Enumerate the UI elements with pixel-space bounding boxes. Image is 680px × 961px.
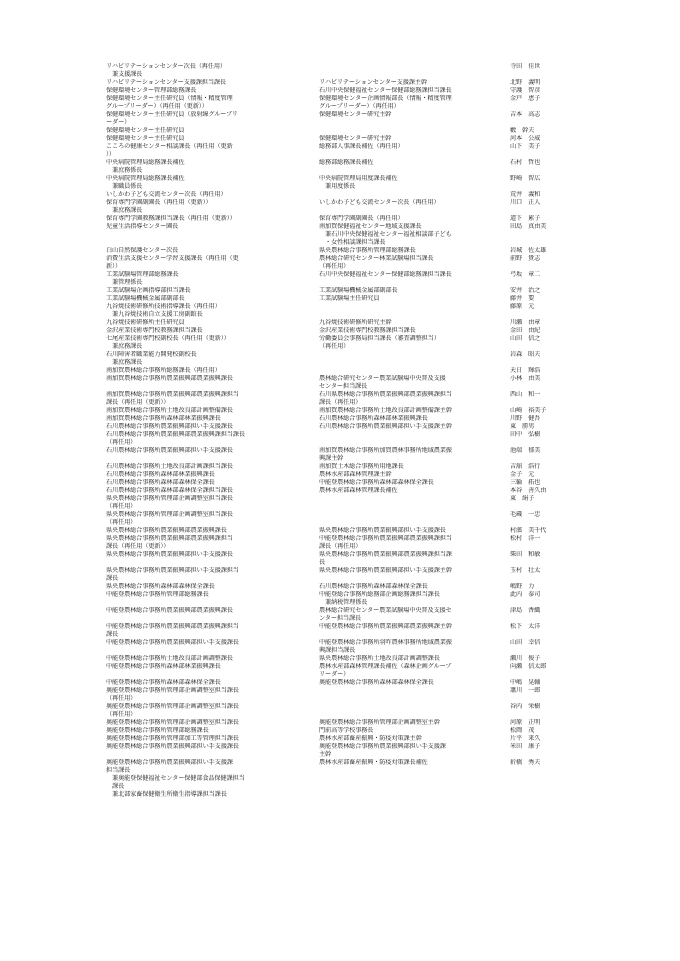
former-position: 中央病院管理局総務課長補佐 兼職員係長 (106, 175, 185, 190)
former-position: 中能登農林総合事務所農業振興部農業振興課長 (106, 607, 233, 614)
new-position: 農林水産部森林管理課長補佐（森林企画グループ リーダー） (319, 663, 452, 678)
person-name: 小林 由美 (510, 375, 541, 382)
table-row (106, 583, 576, 591)
table-row (106, 199, 576, 215)
former-position: 保健環境センター管理部総務課長 (106, 87, 197, 94)
table-row (106, 463, 576, 471)
person-name: 川瀬 由章 (510, 319, 541, 326)
person-name: 川野 健吾 (510, 415, 541, 422)
table-row (106, 79, 576, 87)
table-row (106, 247, 576, 255)
new-position (318, 431, 508, 447)
table-row (106, 335, 576, 351)
new-position: 総務部人事課長補佐（再任用） (319, 143, 404, 150)
former-position: 九谷焼技術研修所技術指導課長（再任用） 兼九谷焼技術自立支援工房副館長 (106, 303, 221, 318)
table-row (106, 303, 576, 319)
former-position: 奥能登農林総合事務所農業振興部担い手支援課長 (106, 743, 239, 750)
person-name: 本谷 善久由 (510, 487, 547, 494)
person-name: 田島 真由美 (510, 223, 547, 230)
new-position: 中能登農林総合事務所農業振興部農業振興課主幹 (319, 623, 452, 630)
former-position: リハビリテーションセンター支援課担当課長 (106, 79, 226, 86)
former-position: 中能登農林総合事務所土地改良部計画調整課長 (106, 655, 233, 662)
former-position: 県央農林総合事務所農業振興部農業振興課担当 課長（再任用（更新）） (106, 535, 233, 550)
person-name: 藪 幹夫 (510, 127, 535, 134)
former-position: 九谷焼技術研修所主任研究員 (106, 319, 185, 326)
new-position: リハビリテーションセンター支援課主幹 (319, 79, 427, 86)
person-name: 蕭川 一郎 (510, 687, 541, 694)
table-row (106, 327, 576, 335)
person-name: 池端 郁美 (510, 447, 541, 454)
person-name: 藤原 元 (510, 303, 535, 310)
person-name: 金子 元 (510, 471, 535, 478)
table-row (106, 127, 576, 135)
table-row (106, 271, 576, 287)
table-row (106, 351, 576, 367)
new-position: 農林水産部畜産振興・防疫対策課主幹 (319, 735, 422, 742)
new-position: 保育専門学園副園長（再任用） (319, 215, 404, 222)
former-position: 保育専門学園教務課担当課長（再任用（更新）） (106, 215, 236, 222)
person-name: 岩城 佐太雄 (510, 247, 547, 254)
former-position: 石川農林総合事務所農業振興部農業振興課担当課長 （再任用） (106, 431, 245, 446)
former-position: 中能登農林総合事務所森林部林業振興課長 (106, 663, 221, 670)
person-name: 松岡 茂 (510, 727, 535, 734)
former-position: 保健環境センター主任研究員 (106, 135, 185, 142)
new-position (318, 127, 508, 135)
former-position: 奥能登農林総合事務所管理部加工等管理担当課長 (106, 735, 239, 742)
person-name: 松村 洋一 (510, 535, 541, 542)
former-position: 石川農林総合事務所農業振興部担い手支援課長 (106, 423, 233, 430)
person-name: 三輪 拓也 (510, 479, 541, 486)
person-name: 此内 泰司 (510, 591, 541, 598)
table-row (106, 407, 576, 415)
table-row (106, 431, 576, 447)
person-name: 藤井 要 (510, 295, 535, 302)
new-position: 農林水産部畜産振興・防疫対策課長補佐 (319, 759, 428, 766)
person-name: 津島 香織 (510, 607, 541, 614)
person-name: 岩森 昭夫 (510, 351, 541, 358)
new-position: 九谷焼技術研修所研究主幹 (319, 319, 392, 326)
former-position: リハビリテーションセンター次長（再任用） 兼支援課長 (106, 63, 226, 78)
new-position: 中能登総合事務所総務部企画総務課担当課長 兼納税管理係長 (319, 591, 440, 606)
former-position: 消費生活支援センター学習支援課長（再任用（更 新）） (106, 255, 239, 270)
former-position: 南加賀農林総合事務所土地改良部計画整備課長 (106, 407, 233, 414)
person-name: 川口 正人 (510, 199, 541, 206)
table-row (106, 191, 576, 199)
person-name: 道下 累子 (510, 215, 541, 222)
person-name: 安井 治之 (510, 287, 541, 294)
new-position (318, 191, 508, 199)
new-position: 門前高等学校事務長 (319, 727, 374, 734)
former-position: 工業試験場機械金属部副部長 (106, 295, 185, 302)
new-position: 農林総合研究センター農業試験場中央普及支援セ ンター担当課長 (319, 607, 452, 622)
new-position: 中央病院管理局用度課長補佐 兼用度係長 (319, 175, 398, 190)
new-position (318, 687, 508, 703)
new-position: 南加賀保健福祉センター地域支援課長 兼石川中央保健福祉センター福祉相談部子ども ・女性相談課担当課長 (319, 223, 452, 246)
table-row (106, 639, 576, 655)
person-name: 弓坂 章二 (510, 271, 541, 278)
person-name: 寺田 佳世 (510, 63, 541, 70)
former-position: 白山自然保護センター次長 (106, 247, 179, 254)
person-name: 野崎 智広 (510, 175, 541, 182)
person-name: 田中 弘樹 (510, 431, 541, 438)
table-row (106, 111, 576, 127)
table-row (106, 215, 576, 223)
former-position: 県央農林総合事務所農業振興部担い手支援課長 (106, 551, 233, 558)
table-row (106, 727, 576, 735)
new-position: 保健環境センター企画情報部長（情報・精度管理 グループリーダー）（再任用） (319, 95, 452, 110)
person-name: 河本 公威 (510, 135, 541, 142)
person-name: 荒井 義和 (510, 191, 541, 198)
former-position: 工業試験場企画指導部担当課長 (106, 287, 191, 294)
former-position: 県央農林総合事務所管理部企画調整室担当課長 （再任用） (106, 511, 233, 526)
new-position: 南加賀農林総合事務所加賀農林事務所地域農業振 興課主幹 (319, 447, 452, 462)
new-position: 金沢産業技術専門校教務課担当課長 (319, 327, 416, 334)
table-row (106, 143, 576, 159)
table-row (106, 703, 576, 719)
table-row (106, 367, 576, 375)
former-position: 保育専門学園副園長（再任用（更新）） 兼庶務課長 (106, 199, 212, 214)
former-position: 県央農林総合事務所農業振興部農業振興課長 (106, 527, 227, 534)
person-name: 村濱 美千代 (510, 527, 547, 534)
new-position: 県央農林総合事務所農業振興部担い手支援課主幹 (319, 567, 452, 574)
table-row (106, 743, 576, 759)
new-position (318, 511, 508, 527)
table-row (106, 375, 576, 391)
table-row (106, 511, 576, 527)
table-row (106, 63, 576, 79)
former-position: 南加賀農林総合事務所農業振興部農業振興課担当 課長（再任用（更新）） (106, 391, 239, 406)
person-name: 守護 智彦 (510, 87, 541, 94)
new-position: 労働委員会事務局担当課長（審査調整担当） （再任用） (319, 335, 440, 350)
former-position: 奥能登農林総合事務所管理部総務課長 (106, 727, 209, 734)
table-row (106, 95, 576, 111)
former-position: 石川農林総合事務所森林部森林保全課長 (106, 479, 215, 486)
new-position (318, 703, 508, 719)
former-position: 奥能登農林総合事務所管理部企画調整室担当課長 (106, 719, 239, 726)
former-position: 中能登農林総合事務所森林部森林保全課長 (106, 679, 221, 686)
person-name: 米田 康子 (510, 743, 541, 750)
former-position: 奥能登農林総合事務所管理部企画調整室担当課長 （再任用） (106, 703, 239, 718)
person-name: 河原 正明 (510, 719, 541, 726)
former-position: 南加賀農林総合事務所総務課長（再任用） (106, 367, 221, 374)
new-position: 石川農林総合事務所森林部林業振興課長 (319, 415, 428, 422)
former-position: 石川農林総合事務所森林部森林保全課担当課長 (106, 487, 233, 494)
table-row (106, 687, 576, 703)
person-name: 山崎 裕美子 (510, 407, 547, 414)
person-name: 嶋野 力 (510, 583, 535, 590)
new-position: 奥能登農林総合事務所管理部企画調整室主幹 (319, 719, 440, 726)
table-row (106, 175, 576, 191)
table-row (106, 607, 576, 623)
person-name: 松下 太洋 (510, 623, 541, 630)
table-row (106, 287, 576, 295)
person-name: 折橋 秀夫 (510, 759, 541, 766)
new-position: 工業試験場主任研究員 (319, 295, 380, 302)
table-row (106, 551, 576, 567)
new-position: 石川中央保健福祉センター保健部総務課担当課長 (319, 87, 452, 94)
table-row (106, 159, 576, 175)
former-position: いしかわ子ども交流センター次長（再任用） (106, 191, 227, 198)
person-name: 石村 哲也 (510, 159, 541, 166)
table-row (106, 527, 576, 535)
former-position: 中能登農林総合事務所農業振興部農業振興課担当 課長 (106, 623, 239, 638)
table-row (106, 735, 576, 743)
new-position: 県央農林総合事務所土地改良部計画調整課長 (319, 655, 440, 662)
new-position: 石川中央保健福祉センター保健部総務課担当課長 (319, 271, 452, 278)
new-position: 総務部総務課長補佐 (319, 159, 374, 166)
table-row (106, 567, 576, 583)
new-position: 農林水産部森林管理課主幹 (319, 471, 392, 478)
person-name: 西山 和一 (510, 391, 541, 398)
new-position: 奥能登農林総合事務所農業振興部担い手支援課 主幹 (319, 743, 446, 758)
table-row (106, 319, 576, 327)
person-name: 前野 貴志 (510, 255, 541, 262)
table-row (106, 135, 576, 143)
person-name: 瀬川 俊子 (510, 655, 541, 662)
person-name: 金戸 恵子 (510, 95, 541, 102)
former-position: 中央病院管理局総務課長補佐 兼庶務係長 (106, 159, 185, 174)
new-position (318, 351, 508, 367)
new-position: 石川県農林総合事務所農業振興部農業振興課担当 課長（再任用） (319, 391, 452, 406)
person-name: 北野 義明 (510, 79, 541, 86)
person-name: 天日 輝浩 (510, 367, 541, 374)
table-row (106, 479, 576, 487)
new-position (318, 303, 508, 319)
former-position: 金沢産業技術専門校教務課担当課長 (106, 327, 203, 334)
table-row (106, 447, 576, 463)
person-name: 山下 美子 (510, 143, 541, 150)
former-position: 南加賀農林総合事務所森林部林業振興課長 (106, 415, 221, 422)
new-position: 保健環境センター研究主幹 (319, 111, 392, 118)
new-position: いしかわ子ども交流センター次長（再任用） (319, 199, 440, 206)
personnel-table (106, 63, 576, 799)
new-position: 奥能登農林総合事務所森林部森林保全課長 (319, 679, 434, 686)
person-name: 東 勝男 (510, 423, 535, 430)
person-name: 片平 来久 (510, 735, 541, 742)
table-row (106, 471, 576, 479)
table-row (106, 655, 576, 663)
person-name: 吉本 高志 (510, 111, 541, 118)
person-name: 中嶋 晃輔 (510, 679, 541, 686)
table-row (106, 719, 576, 727)
table-row (106, 495, 576, 511)
person-name: 山田 幸信 (510, 639, 541, 646)
new-position: 中能登農林総合事務所農業振興部農業振興課担当 課長（再任用） (319, 535, 452, 550)
former-position: 奥能登農林総合事務所管理部企画調整室担当課長 （再任用） (106, 687, 239, 702)
new-position: 中能登農林総合事務所羽咋農林事務所地域農業振 興課担当課長 (319, 639, 452, 654)
new-position: 保健環境センター研究主幹 (319, 135, 392, 142)
new-position: 県央農林総合事務所農業振興部担い手支援課長 (319, 527, 446, 534)
table-row (106, 223, 576, 247)
table-row (106, 663, 576, 679)
former-position: 奥能登農林総合事務所農業振興部担い手支援課 担当課長 兼奥能登保健福祉センター保健部食品保健課担当 課長 兼北部家畜保健衛生所衛生指導課担当課長 (106, 759, 245, 798)
person-name: 東 絹子 (510, 495, 535, 502)
former-position: 南加賀農林総合事務所農業振興部農業振興課長 (106, 375, 233, 382)
table-row (106, 623, 576, 639)
new-position: 石川農林総合事務所農業振興部担い手支援課主幹 (319, 423, 452, 430)
person-name: 柴田 和敏 (510, 551, 541, 558)
person-name: 金田 由紀 (510, 327, 541, 334)
table-row (106, 535, 576, 551)
table-row (106, 87, 576, 95)
new-position: 農林総合研究センター農業試験場中央普及支援 センター担当課長 (319, 375, 446, 390)
new-position: 中能登農林総合事務所森林部森林保全課長 (319, 479, 434, 486)
new-position: 県央農林総合事務所農業振興部農業振興課担当課 長 (319, 551, 452, 566)
former-position: 県央農林総合事務所管理部企画調整室担当課長 （再任用） (106, 495, 233, 510)
new-position: 県央農林総合事務所管理部総務課長 (319, 247, 416, 254)
new-position (318, 367, 508, 375)
new-position (318, 63, 508, 79)
new-position: 南加賀農林総合事務所土地改良部計画整備課主幹 (319, 407, 452, 414)
table-row (106, 255, 576, 271)
former-position: 石川農林総合事務所土地改良部計画課担当課長 (106, 463, 233, 470)
former-position: 保健環境センター主任研究員 (106, 127, 185, 134)
former-position: 七尾産業技術専門校副校長（再任用（更新）） 兼庶務課長 (106, 335, 230, 350)
new-position: 農林総合研究センター林業試験場担当課長 （再任用） (319, 255, 434, 270)
new-position: 石川農林総合事務所森林部森林保全課長 (319, 583, 428, 590)
former-position: 中能登農林総合事務所農業振興部担い手支援課長 (106, 639, 239, 646)
former-position: 県央農林総合事務所農業振興部担い手支援課担当 課長 (106, 567, 239, 582)
table-row (106, 591, 576, 607)
former-position: 県央農林総合事務所森林部森林保全課長 (106, 583, 215, 590)
new-position: 農林水産部森林管理課長補佐 (319, 487, 398, 494)
table-row (106, 415, 576, 423)
former-position: 保健環境センター主任研究員（放射線グループリ ーダー） (106, 111, 238, 126)
former-position: 工業試験場管理部総務課長 兼管理係長 (106, 271, 179, 286)
table-row (106, 423, 576, 431)
table-row (106, 759, 576, 799)
table-row (106, 487, 576, 495)
new-position (318, 495, 508, 511)
new-position: 工業試験場機械金属部副部長 (319, 287, 398, 294)
table-row (106, 391, 576, 407)
former-position: 保健環境センター主任研究員（情報・精度管理 グループリーダー）（再任用（更新）） (106, 95, 233, 110)
former-position: こころの健康センター相談課長（再任用（更新 ）） (106, 143, 233, 158)
former-position: 石川農林総合事務所農業振興部担い手支援課長 (106, 447, 233, 454)
former-position: 石川農林総合事務所森林部林業振興課長 (106, 471, 215, 478)
table-row (106, 295, 576, 303)
person-name: 玉村 壮太 (510, 567, 541, 574)
person-name: 谷内 栄樹 (510, 703, 541, 710)
former-position: 児童生活指導センター園長 (106, 223, 179, 230)
person-name: 毛蔵 一忠 (510, 511, 541, 518)
person-name: 山田 信之 (510, 335, 541, 342)
former-position: 石川障害者職業能力開発校副校長 兼庶務課長 (106, 351, 197, 366)
person-name: 吉舘 浩行 (510, 463, 541, 470)
new-position: 南加賀土木総合事務所用地課長 (319, 463, 404, 470)
table-row (106, 679, 576, 687)
former-position: 中能登農林総合事務所管理部総務課長 (106, 591, 209, 598)
person-name: 向瀬 信太郎 (510, 663, 547, 670)
